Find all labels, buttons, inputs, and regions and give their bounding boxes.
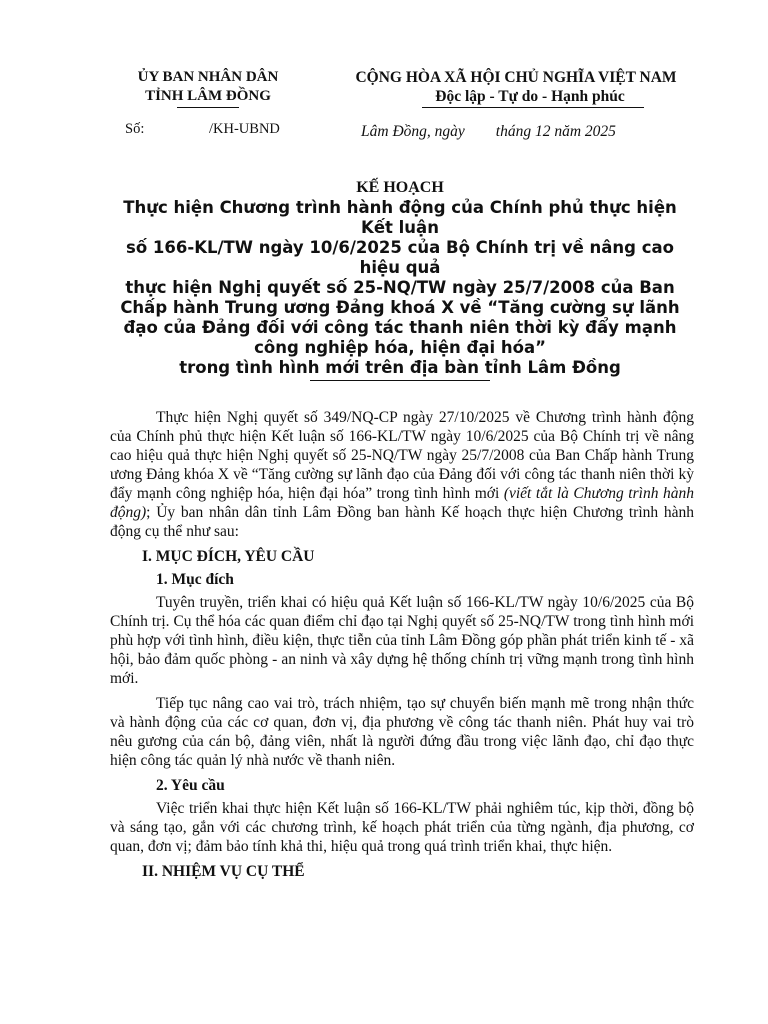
- national-header: [326, 68, 706, 108]
- section-2-heading: II. NHIỆM VỤ CỤ THỂ: [142, 863, 305, 880]
- issuing-authority: [108, 68, 308, 108]
- title-underline: [310, 380, 490, 381]
- motto-underline: [422, 107, 644, 108]
- intro-text: Thực hiện Nghị quyết số 349/NQ-CP ngày 27/10/2025 về Chương trình hành động của Chính phủ thực hiện Kết luận số 166-KL/TW ngày 10/6/2025 của Bộ Chính trị về nâng cao hiệu quả thực hiện Nghị quyết số 25-NQ/TW ngày 25/7/2008 của Ban Chấp hành Trung ương Đảng khóa X về “Tăng cường sự lãnh đạo của Đảng đối với công tác thanh niên thời kỳ đẩy mạnh công nghiệp hóa, hiện đại hóa” trong tình hình mới: [110, 409, 694, 502]
- title-line-4: trong tình hình mới trên địa bàn tỉnh Lâm Đồng: [179, 358, 621, 377]
- document-title: [110, 178, 690, 381]
- purpose-paragraph-1: Tuyên truyền, triển khai có hiệu quả Kết luận số 166-KL/TW ngày 10/6/2025 của Bộ Chính trị. Cụ thể hóa các quan điểm chỉ đạo tại Nghị quyết số 25-NQ/TW trong tình hình mới phù hợp với tình hình, điều kiện, thực tiễn của tỉnh Lâm Đồng góp phần phát triển kinh tế - xã hội, bảo đảm quốc phòng - an ninh và xây dựng hệ thống chính trị vững mạnh trong tình hình mới.: [110, 594, 694, 687]
- intro-paragraph: [110, 408, 694, 541]
- subsection-2-heading: 2. Yêu cầu: [156, 777, 225, 794]
- document-type: KẾ HOẠCH: [356, 179, 444, 196]
- document-body: [110, 408, 694, 885]
- place-and-date: Lâm Đồng, ngày tháng 12 năm 2025: [361, 123, 616, 140]
- country-name: CỘNG HÒA XÃ HỘI CHỦ NGHĨA VIỆT NAM: [355, 69, 677, 86]
- authority-line-2: TỈNH LÂM ĐỒNG: [145, 88, 271, 104]
- purpose-paragraph-2: Tiếp tục nâng cao vai trò, trách nhiệm, tạo sự chuyển biến mạnh mẽ trong nhận thức và hành động của các cơ quan, đơn vị, địa phương về công tác thanh niên. Phát huy vai trò nêu gương của cán bộ, đảng viên, nhất là người đứng đầu trong việc lãnh đạo, chỉ đạo thực hiện công tác quản lý nhà nước về thanh niên.: [110, 695, 694, 769]
- national-motto: Độc lập - Tự do - Hạnh phúc: [435, 88, 625, 105]
- subsection-1-heading: 1. Mục đích: [156, 571, 234, 588]
- authority-underline: [177, 107, 239, 108]
- document-number-label: Số:: [125, 121, 145, 137]
- title-line-2: số 166-KL/TW ngày 10/6/2025 của Bộ Chính trị về nâng cao hiệu quả: [126, 238, 674, 277]
- intro-abbreviation-note: (viết tắt là Chương trình hành động): [110, 485, 694, 521]
- title-line-3: thực hiện Nghị quyết số 25-NQ/TW ngày 25/7/2008 của Ban Chấp hành Trung ương Đảng khoá X về “Tăng cường sự lãnh đạo của Đảng đối với công tác thanh niên thời kỳ đẩy mạnh công nghiệp hóa, hiện đại hóa”: [120, 278, 680, 357]
- intro-tail: ; Ủy ban nhân dân tỉnh Lâm Đồng ban hành Kế hoạch thực hiện Chương trình hành động cụ thể như sau:: [110, 504, 694, 540]
- document-number: /KH-UBND: [209, 121, 280, 137]
- requirement-paragraph: Việc triển khai thực hiện Kết luận số 166-KL/TW phải nghiêm túc, kịp thời, đồng bộ và sáng tạo, gắn với các chương trình, kế hoạch phát triển của từng ngành, địa phương, cơ quan, đơn vị; đảm bảo tính khả thi, hiệu quả trong quá trình triển khai, thực hiện.: [110, 800, 694, 855]
- title-line-1: Thực hiện Chương trình hành động của Chính phủ thực hiện Kết luận: [123, 198, 677, 237]
- section-1-heading: I. MỤC ĐÍCH, YÊU CẦU: [142, 548, 315, 565]
- authority-line-1: ỦY BAN NHÂN DÂN: [137, 69, 279, 85]
